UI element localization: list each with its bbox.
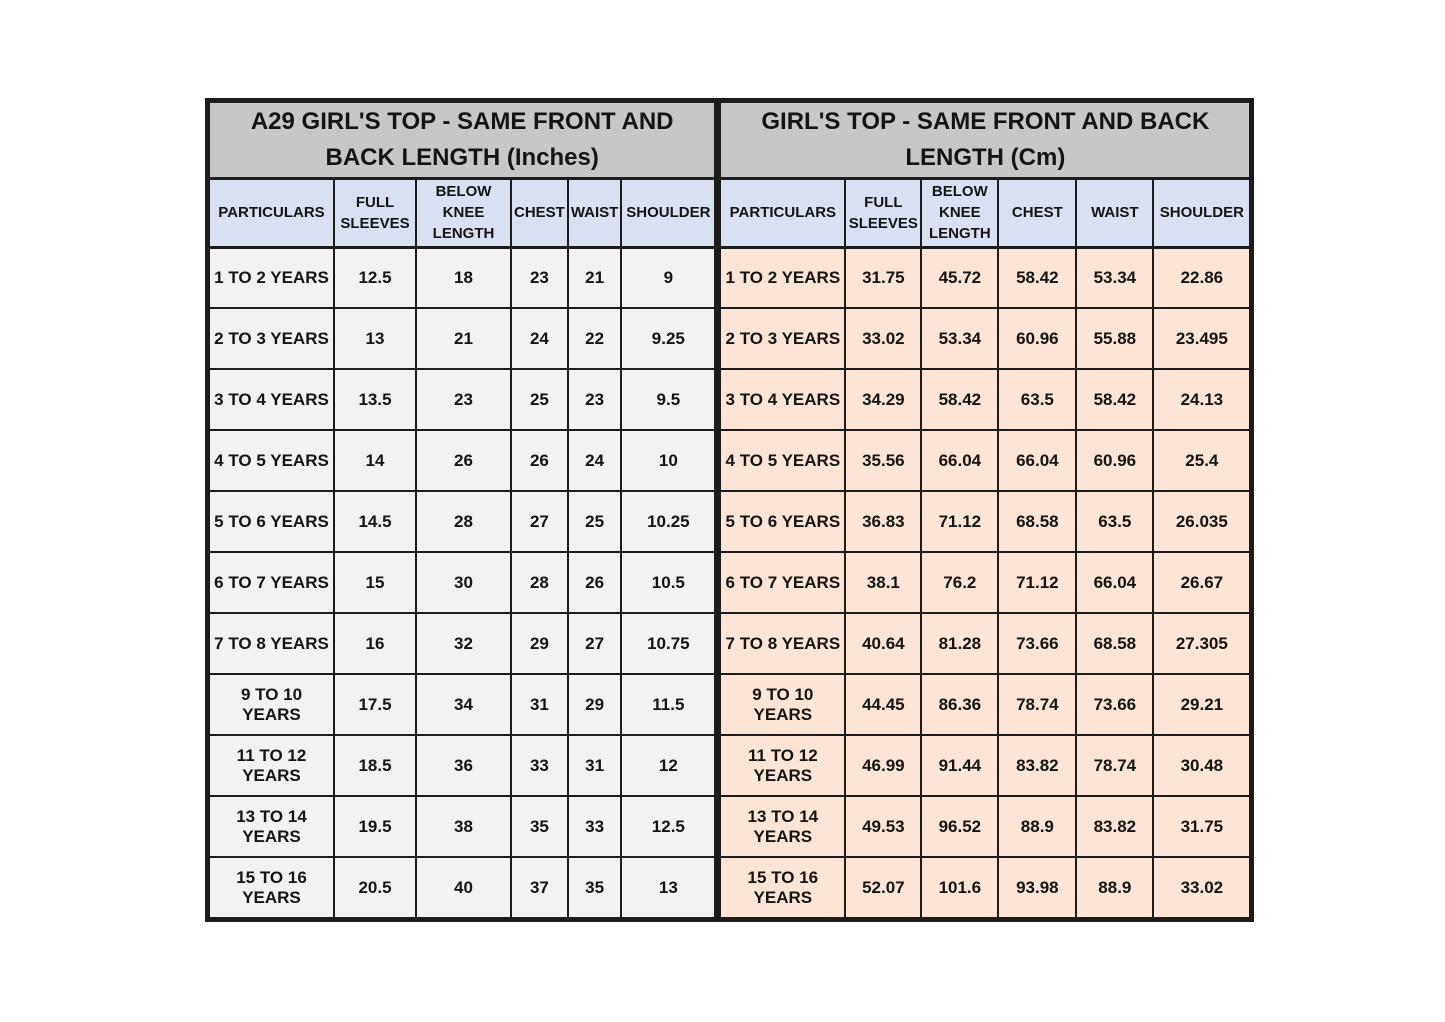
cell-full-sleeves: 14.5 (334, 491, 416, 552)
cell-shoulder: 26.67 (1153, 552, 1250, 613)
cell-full-sleeves: 34.29 (845, 369, 921, 430)
cell-full-sleeves: 35.56 (845, 430, 921, 491)
column-header-full-sleeves: FULL SLEEVES (334, 178, 416, 247)
cell-waist: 21 (568, 247, 622, 308)
inches-table-title: A29 GIRL'S TOP - SAME FRONT AND BACK LENGTH (Inches) (209, 102, 715, 178)
column-header-below-knee-length: BELOW KNEE LENGTH (921, 178, 998, 247)
table-row (720, 247, 1250, 308)
cell-shoulder: 9 (621, 247, 715, 308)
cell-particulars: 7 TO 8 YEARS (209, 613, 334, 674)
cell-chest: 26 (511, 430, 568, 491)
cell-chest: 78.74 (998, 674, 1076, 735)
column-header-chest: CHEST (511, 178, 568, 247)
cell-particulars: 3 TO 4 YEARS (720, 369, 845, 430)
cell-waist: 25 (568, 491, 622, 552)
table-title-row (209, 102, 715, 178)
cell-chest: 37 (511, 857, 568, 918)
table-row (209, 369, 715, 430)
size-chart (205, 98, 1254, 922)
table-row (720, 308, 1250, 369)
table-row (720, 613, 1250, 674)
cell-shoulder: 24.13 (1153, 369, 1250, 430)
cell-particulars: 1 TO 2 YEARS (720, 247, 845, 308)
cell-below-knee-length: 96.52 (921, 796, 998, 857)
cell-particulars: 4 TO 5 YEARS (209, 430, 334, 491)
table-row (720, 369, 1250, 430)
cell-full-sleeves: 13.5 (334, 369, 416, 430)
cell-shoulder: 12.5 (621, 796, 715, 857)
table-row (209, 674, 715, 735)
cell-full-sleeves: 19.5 (334, 796, 416, 857)
cell-full-sleeves: 36.83 (845, 491, 921, 552)
cell-full-sleeves: 14 (334, 430, 416, 491)
cell-particulars: 11 TO 12 YEARS (720, 735, 845, 796)
cell-particulars: 5 TO 6 YEARS (209, 491, 334, 552)
table-row (720, 491, 1250, 552)
cell-chest: 28 (511, 552, 568, 613)
cell-chest: 63.5 (998, 369, 1076, 430)
cell-waist: 60.96 (1076, 430, 1153, 491)
cell-waist: 24 (568, 430, 622, 491)
column-header-full-sleeves: FULL SLEEVES (845, 178, 921, 247)
cell-below-knee-length: 36 (416, 735, 511, 796)
table-row (720, 552, 1250, 613)
cell-particulars: 11 TO 12 YEARS (209, 735, 334, 796)
cell-below-knee-length: 86.36 (921, 674, 998, 735)
column-header-particulars: PARTICULARS (720, 178, 845, 247)
inches-table-section (208, 101, 716, 919)
cell-chest: 24 (511, 308, 568, 369)
table-row (209, 857, 715, 918)
cell-chest: 58.42 (998, 247, 1076, 308)
cell-particulars: 6 TO 7 YEARS (209, 552, 334, 613)
cell-shoulder: 10.5 (621, 552, 715, 613)
cell-full-sleeves: 17.5 (334, 674, 416, 735)
cell-chest: 27 (511, 491, 568, 552)
cell-chest: 25 (511, 369, 568, 430)
cell-below-knee-length: 53.34 (921, 308, 998, 369)
cell-full-sleeves: 46.99 (845, 735, 921, 796)
cell-full-sleeves: 31.75 (845, 247, 921, 308)
cell-particulars: 1 TO 2 YEARS (209, 247, 334, 308)
cell-chest: 23 (511, 247, 568, 308)
cell-particulars: 6 TO 7 YEARS (720, 552, 845, 613)
cell-below-knee-length: 58.42 (921, 369, 998, 430)
table-row (720, 735, 1250, 796)
cell-shoulder: 23.495 (1153, 308, 1250, 369)
table-row (209, 796, 715, 857)
cell-particulars: 2 TO 3 YEARS (720, 308, 845, 369)
cell-below-knee-length: 28 (416, 491, 511, 552)
inches-size-table (208, 101, 716, 919)
cell-below-knee-length: 45.72 (921, 247, 998, 308)
cell-waist: 33 (568, 796, 622, 857)
cell-shoulder: 26.035 (1153, 491, 1250, 552)
cell-waist: 27 (568, 613, 622, 674)
cell-shoulder: 11.5 (621, 674, 715, 735)
column-header-waist: WAIST (1076, 178, 1153, 247)
cell-chest: 93.98 (998, 857, 1076, 918)
cell-waist: 55.88 (1076, 308, 1153, 369)
cell-chest: 29 (511, 613, 568, 674)
cell-waist: 29 (568, 674, 622, 735)
cell-waist: 83.82 (1076, 796, 1153, 857)
table-header-row (720, 178, 1250, 247)
cell-waist: 58.42 (1076, 369, 1153, 430)
cell-waist: 68.58 (1076, 613, 1153, 674)
cm-size-table (719, 101, 1251, 919)
table-row (209, 735, 715, 796)
cell-waist: 23 (568, 369, 622, 430)
cell-particulars: 2 TO 3 YEARS (209, 308, 334, 369)
cell-chest: 66.04 (998, 430, 1076, 491)
cell-particulars: 13 TO 14 YEARS (720, 796, 845, 857)
cell-waist: 66.04 (1076, 552, 1153, 613)
cm-table-section (716, 101, 1251, 919)
cell-shoulder: 9.5 (621, 369, 715, 430)
cell-chest: 88.9 (998, 796, 1076, 857)
cell-full-sleeves: 33.02 (845, 308, 921, 369)
cell-shoulder: 29.21 (1153, 674, 1250, 735)
table-row (209, 552, 715, 613)
cell-particulars: 3 TO 4 YEARS (209, 369, 334, 430)
table-row (209, 430, 715, 491)
cell-full-sleeves: 13 (334, 308, 416, 369)
cell-full-sleeves: 20.5 (334, 857, 416, 918)
cell-shoulder: 25.4 (1153, 430, 1250, 491)
cell-full-sleeves: 44.45 (845, 674, 921, 735)
cell-waist: 78.74 (1076, 735, 1153, 796)
cell-waist: 26 (568, 552, 622, 613)
cell-shoulder: 12 (621, 735, 715, 796)
cell-shoulder: 22.86 (1153, 247, 1250, 308)
cell-shoulder: 31.75 (1153, 796, 1250, 857)
cell-chest: 71.12 (998, 552, 1076, 613)
table-title-row (720, 102, 1250, 178)
cell-below-knee-length: 26 (416, 430, 511, 491)
cell-waist: 63.5 (1076, 491, 1153, 552)
cell-shoulder: 30.48 (1153, 735, 1250, 796)
cell-shoulder: 10.25 (621, 491, 715, 552)
table-row (720, 796, 1250, 857)
cell-full-sleeves: 18.5 (334, 735, 416, 796)
cell-chest: 33 (511, 735, 568, 796)
table-header-row (209, 178, 715, 247)
cell-waist: 22 (568, 308, 622, 369)
cell-shoulder: 27.305 (1153, 613, 1250, 674)
cell-chest: 68.58 (998, 491, 1076, 552)
cell-waist: 31 (568, 735, 622, 796)
cell-below-knee-length: 30 (416, 552, 511, 613)
column-header-chest: CHEST (998, 178, 1076, 247)
column-header-below-knee-length: BELOW KNEE LENGTH (416, 178, 511, 247)
cell-full-sleeves: 52.07 (845, 857, 921, 918)
cell-below-knee-length: 21 (416, 308, 511, 369)
table-row (209, 247, 715, 308)
cell-chest: 35 (511, 796, 568, 857)
table-row (209, 491, 715, 552)
cell-particulars: 13 TO 14 YEARS (209, 796, 334, 857)
cell-chest: 73.66 (998, 613, 1076, 674)
cell-below-knee-length: 34 (416, 674, 511, 735)
cell-particulars: 9 TO 10 YEARS (209, 674, 334, 735)
cell-shoulder: 10 (621, 430, 715, 491)
table-row (720, 430, 1250, 491)
cell-shoulder: 13 (621, 857, 715, 918)
cell-particulars: 4 TO 5 YEARS (720, 430, 845, 491)
cell-full-sleeves: 38.1 (845, 552, 921, 613)
cell-chest: 83.82 (998, 735, 1076, 796)
cell-chest: 31 (511, 674, 568, 735)
table-row (209, 613, 715, 674)
cell-chest: 60.96 (998, 308, 1076, 369)
cell-full-sleeves: 15 (334, 552, 416, 613)
table-row (720, 857, 1250, 918)
cell-particulars: 7 TO 8 YEARS (720, 613, 845, 674)
cell-full-sleeves: 40.64 (845, 613, 921, 674)
column-header-shoulder: SHOULDER (621, 178, 715, 247)
cell-below-knee-length: 32 (416, 613, 511, 674)
cell-below-knee-length: 66.04 (921, 430, 998, 491)
column-header-waist: WAIST (568, 178, 622, 247)
cell-full-sleeves: 12.5 (334, 247, 416, 308)
column-header-particulars: PARTICULARS (209, 178, 334, 247)
cell-below-knee-length: 38 (416, 796, 511, 857)
cell-shoulder: 9.25 (621, 308, 715, 369)
cell-below-knee-length: 23 (416, 369, 511, 430)
column-header-shoulder: SHOULDER (1153, 178, 1250, 247)
cell-full-sleeves: 16 (334, 613, 416, 674)
cell-waist: 73.66 (1076, 674, 1153, 735)
table-row (209, 308, 715, 369)
cell-shoulder: 10.75 (621, 613, 715, 674)
cell-shoulder: 33.02 (1153, 857, 1250, 918)
cell-below-knee-length: 18 (416, 247, 511, 308)
cell-waist: 35 (568, 857, 622, 918)
cell-below-knee-length: 40 (416, 857, 511, 918)
cell-particulars: 15 TO 16 YEARS (209, 857, 334, 918)
cell-below-knee-length: 101.6 (921, 857, 998, 918)
cell-below-knee-length: 76.2 (921, 552, 998, 613)
table-row (720, 674, 1250, 735)
cell-particulars: 5 TO 6 YEARS (720, 491, 845, 552)
cell-waist: 88.9 (1076, 857, 1153, 918)
cell-waist: 53.34 (1076, 247, 1153, 308)
cell-particulars: 15 TO 16 YEARS (720, 857, 845, 918)
cell-below-knee-length: 71.12 (921, 491, 998, 552)
cell-below-knee-length: 91.44 (921, 735, 998, 796)
cell-full-sleeves: 49.53 (845, 796, 921, 857)
cell-below-knee-length: 81.28 (921, 613, 998, 674)
cm-table-title: GIRL'S TOP - SAME FRONT AND BACK LENGTH (Cm) (720, 102, 1250, 178)
cell-particulars: 9 TO 10 YEARS (720, 674, 845, 735)
